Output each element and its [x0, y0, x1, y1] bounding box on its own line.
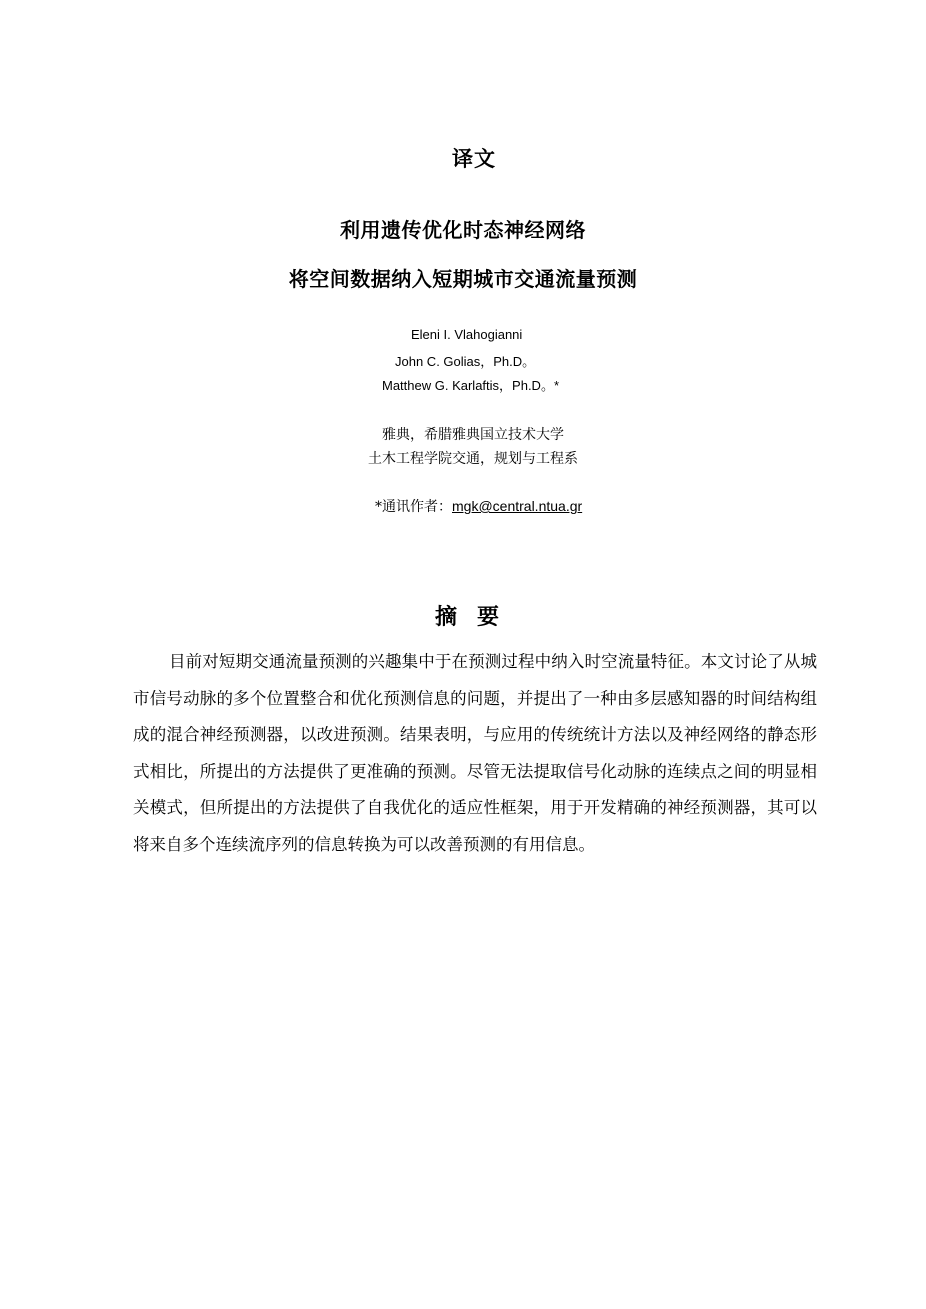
author-name: Eleni I. Vlahogianni: [411, 327, 523, 342]
affiliation-line-1: 雅典，希腊雅典国立技术大学: [382, 427, 564, 443]
author-name: Matthew G. Karlaftis，Ph.D。*: [382, 378, 559, 393]
author-name: John C. Golias，Ph.D。: [395, 354, 536, 369]
corresponding-author-label: *通讯作者：: [375, 499, 452, 515]
email-link[interactable]: mgk@central.ntua.gr: [452, 498, 583, 514]
affiliation-line-2: 土木工程学院交通，规划与工程系: [368, 451, 578, 467]
paper-title-line-1: 利用遗传优化时态神经网络: [340, 218, 586, 242]
abstract-heading: 摘要: [434, 605, 519, 630]
paper-title-line-2: 将空间数据纳入短期城市交通流量预测: [288, 267, 638, 291]
translation-label: 译文: [452, 147, 496, 171]
corresponding-author: [375, 496, 582, 516]
abstract-body: 目前对短期交通流量预测的兴趣集中于在预测过程中纳入时空流量特征。本文讨论了从城市信号动脉的多个位置整合和优化预测信息的问题，并提出了一种由多层感知器的时间结构组成的混合神经预测器，以改进预测。结果表明，与应用的传统统计方法以及神经网络的静态形式相比，所提出的方法提供了更准确的预测。尽管无法提取信号化动脉的连续点之间的明显相关模式，但所提出的方法提供了自我优化的适应性框架，用于开发精确的神经预测器，其可以将来自多个连续流序列的信息转换为可以改善预测的有用信息。: [133, 652, 817, 854]
